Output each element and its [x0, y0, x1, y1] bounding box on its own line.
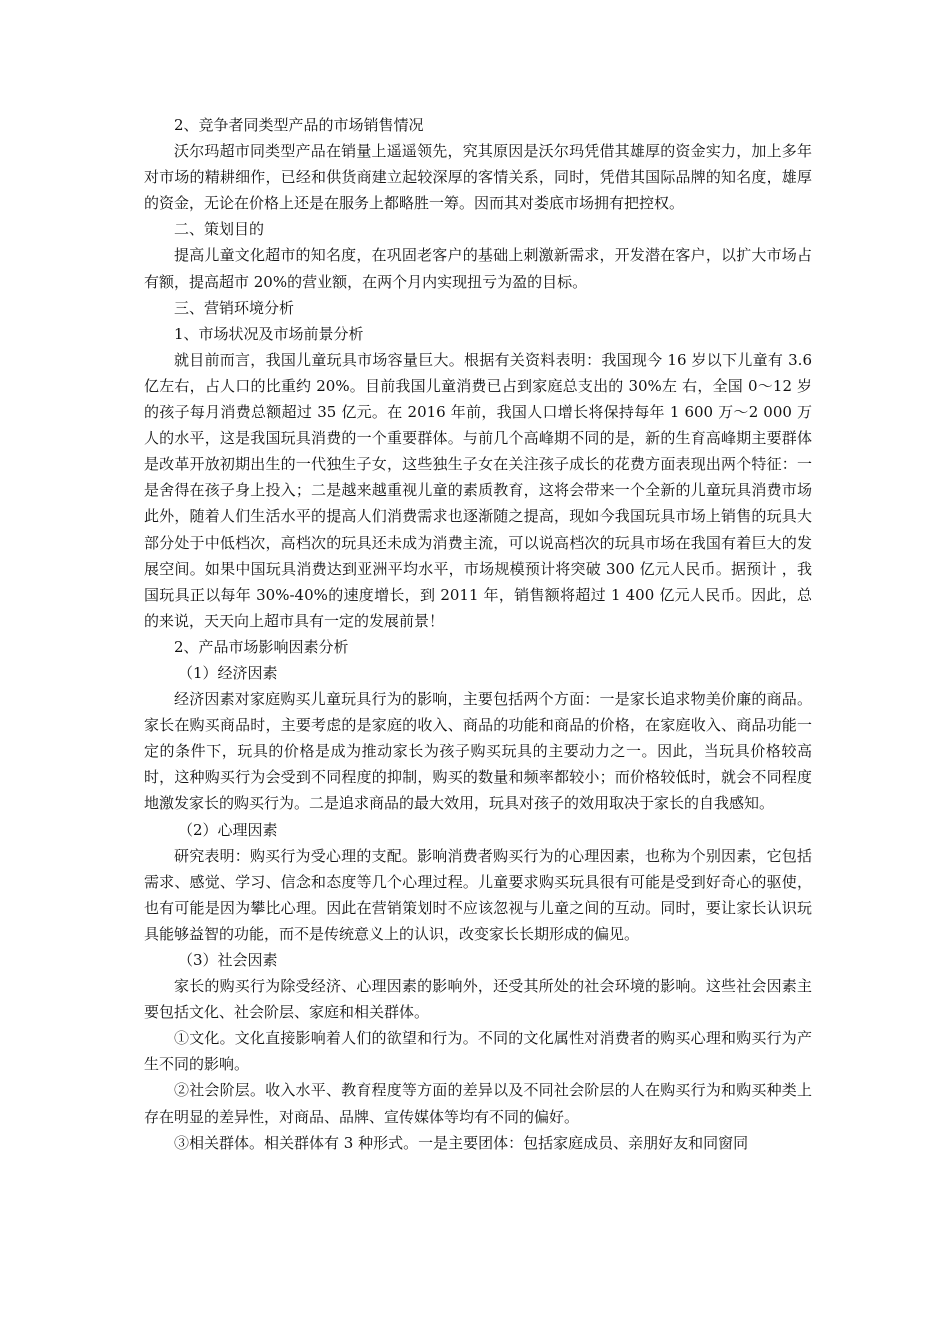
subsection-heading-competitor-sales: 2、竞争者同类型产品的市场销售情况 [174, 116, 424, 134]
paragraph-psychological-factors: 研究表明：购买行为受心理的支配。影响消费者购买行为的心理因素，也称为个别因素，它包括需求、感觉、学习、信念和态度等几个心理过程。儿童要求购买玩具很有可能是受到好奇心的驱使，也有可能是因为攀比心理。因此在营销策划时不应该忽视与儿童之间的互动。同时，要让家长认识玩具能够益智的功能，而不是传统意义上的认识，改变家长长期形成的偏见。 [144, 846, 812, 943]
list-item-social-class: ②社会阶层。收入水平、教育程度等方面的差异以及不同社会阶层的人在购买行为和购买种类上存在明显的差异性，对商品、品牌、宣传媒体等均有不同的偏好。 [144, 1081, 812, 1126]
paragraph-market-status: 就目前而言，我国儿童玩具市场容量巨大。根据有关资料表明：我国现今 16 岁以下儿童有 3.6 亿左右，占人口的比重约 20%。目前我国儿童消费已占到家庭总支出的 30%左 右，全国 0～12 岁的孩子每月消费总额超过 35 亿元。在 2016 年前，我国人口增长将保持每年 1 600 万～2 000 万人的水平，这是我国玩具消费的一个重要群体。与前几个高峰期不同的是，新的生育高峰期主要群体是改革开放初期出生的一代独生子女，这些独生子女在关注孩子成长的花费方面表现出两个特征：一是舍得在孩子身上投入；二是越来越重视儿童的素质教育，这将会带来一个全新的儿童玩具消费市场此外，随着人们生活水平的提高人们消费需求也逐渐随之提高，现如今我国玩具市场上销售的玩具大部分处于中低档次，高档次的玩具还未成为消费主流，可以说高档次的玩具市场在我国有着巨大的发展空间。如果中国玩具消费达到亚洲平均水平，市场规模预计将突破 300 亿元人民币。据预计 ，我国玩具正以每年 30%-40%的速度增长，到 2011 年，销售额将超过 1 400 亿元人民币。因此，总的来说，天天向上超市具有一定的发展前景！ [144, 350, 812, 630]
document-page [144, 112, 812, 1156]
list-item-culture: ①文化。文化直接影响着人们的欲望和行为。不同的文化属性对消费者的购买心理和购买行为产生不同的影响。 [144, 1029, 812, 1074]
subsection-heading-market-status: 1、市场状况及市场前景分析 [174, 324, 364, 343]
subsection-heading-influence-factors: 2、产品市场影响因素分析 [174, 637, 349, 656]
paragraph-planning-purpose: 提高儿童文化超市的知名度，在巩固老客户的基础上刺激新需求，开发潜在客户，以扩大市场占有额，提高超市 20%的营业额，在两个月内实现扭亏为盈的目标。 [144, 246, 812, 291]
list-item-reference-groups: ③相关群体。相关群体有 3 种形式。一是主要团体：包括家庭成员、亲朋好友和同窗同 [174, 1133, 749, 1152]
section-heading-marketing-environment: 三、营销环境分析 [174, 298, 295, 317]
paragraph-economic-factors: 经济因素对家庭购买儿童玩具行为的影响，主要包括两个方面：一是家长追求物美价廉的商品。家长在购买商品时，主要考虑的是家庭的收入、商品的功能和商品的价格，在家庭收入、商品功能一定的条件下，玩具的价格是成为推动家长为孩子购买玩具的主要动力之一。因此，当玩具价格较高时，这种购买行为会受到不同程度的抑制，购买的数量和频率都较小；而价格较低时，就会不同程度地激发家长的购买行为。二是追求商品的最大效用，玩具对孩子的效用取决于家长的自我感知。 [144, 690, 812, 813]
factor-heading-economic: （1）经济因素 [178, 663, 278, 682]
section-heading-planning-purpose: 二、策划目的 [174, 220, 265, 239]
factor-heading-social: （3）社会因素 [178, 951, 278, 969]
factor-heading-psychological: （2）心理因素 [178, 820, 278, 839]
paragraph-social-factors: 家长的购买行为除受经济、心理因素的影响外，还受其所处的社会环境的影响。这些社会因素主要包括文化、社会阶层、家庭和相关群体。 [144, 977, 812, 1022]
paragraph-competitor-walmart: 沃尔玛超市同类型产品在销量上遥遥领先，究其原因是沃尔玛凭借其雄厚的资金实力，加上多年对市场的精耕细作，已经和供货商建立起较深厚的客情关系，同时，凭借其国际品牌的知名度，雄厚的资金，无论在价格上还是在服务上都略胜一筹。因而其对娄底市场拥有把控权。 [144, 142, 812, 213]
